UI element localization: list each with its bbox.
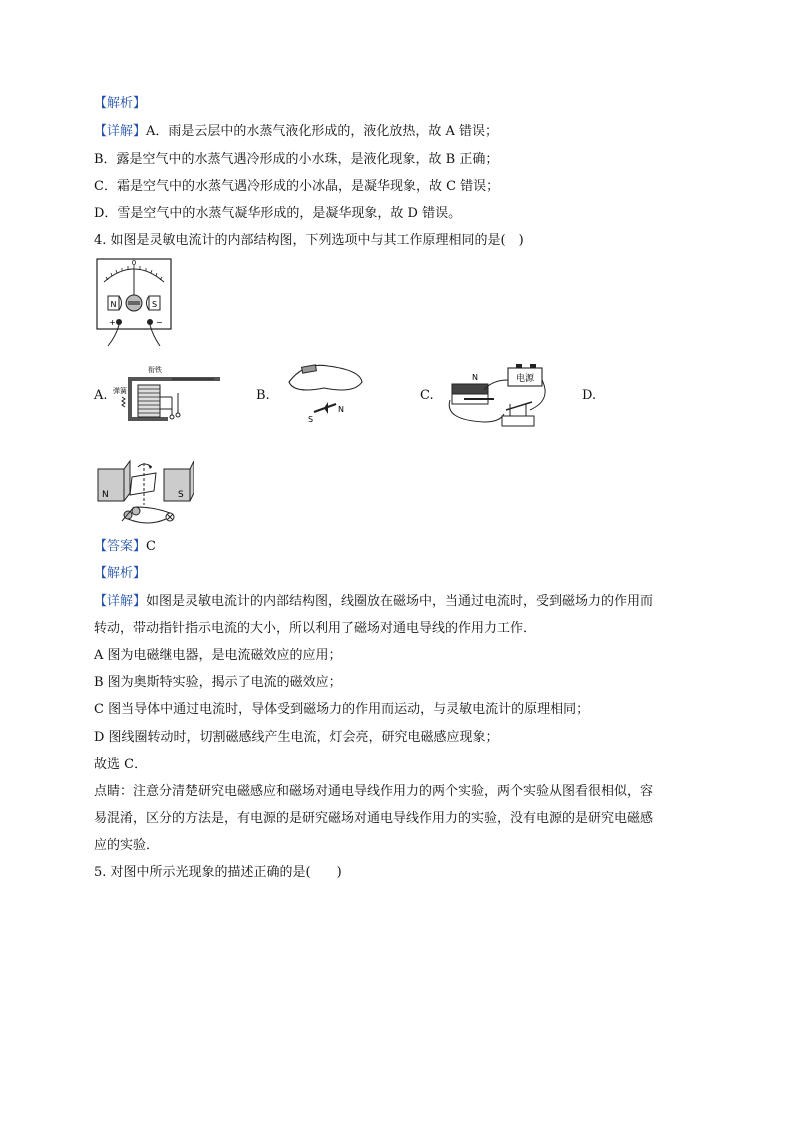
relay-spring-label-1: 弹簧 xyxy=(113,387,127,395)
option-d-label: D. xyxy=(582,388,597,403)
option-b-oersted-figure xyxy=(284,360,368,426)
galv-zero-label: 0 xyxy=(131,259,137,267)
detail-label: 【详解】 xyxy=(94,124,147,139)
q4-comment-2: 易混淆，区分的方法是，有电源的是研究磁场对通电导线作用力的实验，没有电源的是研究电磁感 xyxy=(94,811,654,826)
q4-line-b: B 图为奥斯特实验，揭示了电流的磁效应； xyxy=(94,675,342,690)
q4-comment-1: 点睛：注意分清楚研究电磁感应和磁场对通电导线作用力的两个实验，两个实验从图看很相似，容 xyxy=(94,784,654,799)
generator-n-label: N xyxy=(102,490,109,500)
motor-n-label: N xyxy=(472,373,478,382)
option-c-motor-figure xyxy=(444,360,554,434)
power-source-label: 电源 xyxy=(515,374,535,384)
detail-line-c: C．霜是空气中的水蒸气遇冷形成的小冰晶，是凝华现象，故 C 错误； xyxy=(94,179,500,194)
option-d-generator-figure xyxy=(94,455,194,529)
answer-line xyxy=(94,538,156,556)
question-4-stem: 4. 如图是灵敏电流计的内部结构图，下列选项中与其工作原理相同的是( ) xyxy=(94,233,524,248)
q4-line-c: C 图当导体中通过电流时，导体受到磁场力的作用而运动，与灵敏电流计的原理相同； xyxy=(94,702,590,717)
analysis-label: 【解析】 xyxy=(94,96,147,111)
relay-armature-label: 衔铁 xyxy=(148,366,162,374)
galvanometer-figure xyxy=(94,256,174,348)
q4-analysis-label: 【解析】 xyxy=(94,566,147,581)
galv-minus-label: − xyxy=(156,318,163,327)
generator-s-label: S xyxy=(178,490,184,500)
answer-value: C xyxy=(146,539,156,554)
detail-line-b: B．露是空气中的水蒸气遇冷形成的小水珠，是液化现象，故 B 正确； xyxy=(94,152,499,167)
answer-label: 【答案】 xyxy=(94,539,147,554)
oersted-n-label: N xyxy=(338,405,344,414)
oersted-s-label: S xyxy=(308,415,314,424)
q4-line-a: A 图为电磁继电器，是电流磁效应的应用； xyxy=(94,648,342,663)
option-a-relay-figure xyxy=(110,363,220,423)
question-5-stem: 5. 对图中所示光现象的描述正确的是( ) xyxy=(94,865,342,880)
q4-line-d: D 图线圈转动时，切割磁感线产生电流，灯会亮，研究电磁感应现象； xyxy=(94,730,499,745)
galv-n-label: N xyxy=(110,300,117,309)
q4-conclusion: 故选 C． xyxy=(94,757,148,772)
q4-detail-line-1 xyxy=(94,593,653,611)
q4-detail-text-1: 如图是灵敏电流计的内部结构图，线圈放在磁场中，当通过电流时，受到磁场力的作用而 xyxy=(146,594,654,609)
q4-detail-label: 【详解】 xyxy=(94,594,147,609)
galv-plus-label: + xyxy=(109,318,116,327)
galv-s-label: S xyxy=(151,300,158,309)
option-c-label: C. xyxy=(420,388,434,403)
detail-text: A．雨是云层中的水蒸气液化形成的，液化放热，故 A 错误； xyxy=(146,124,499,139)
q4-comment-3: 应的实验． xyxy=(94,838,160,853)
q4-detail-line-2: 转动，带动指针指示电流的大小，所以利用了磁场对通电导线的作用力工作． xyxy=(94,621,537,636)
detail-line-a xyxy=(94,123,498,141)
option-b-label: B. xyxy=(256,388,270,403)
option-a-label: A. xyxy=(94,388,108,403)
detail-line-d: D．雪是空气中的水蒸气凝华形成的，是凝华现象，故 D 错误。 xyxy=(94,206,462,221)
